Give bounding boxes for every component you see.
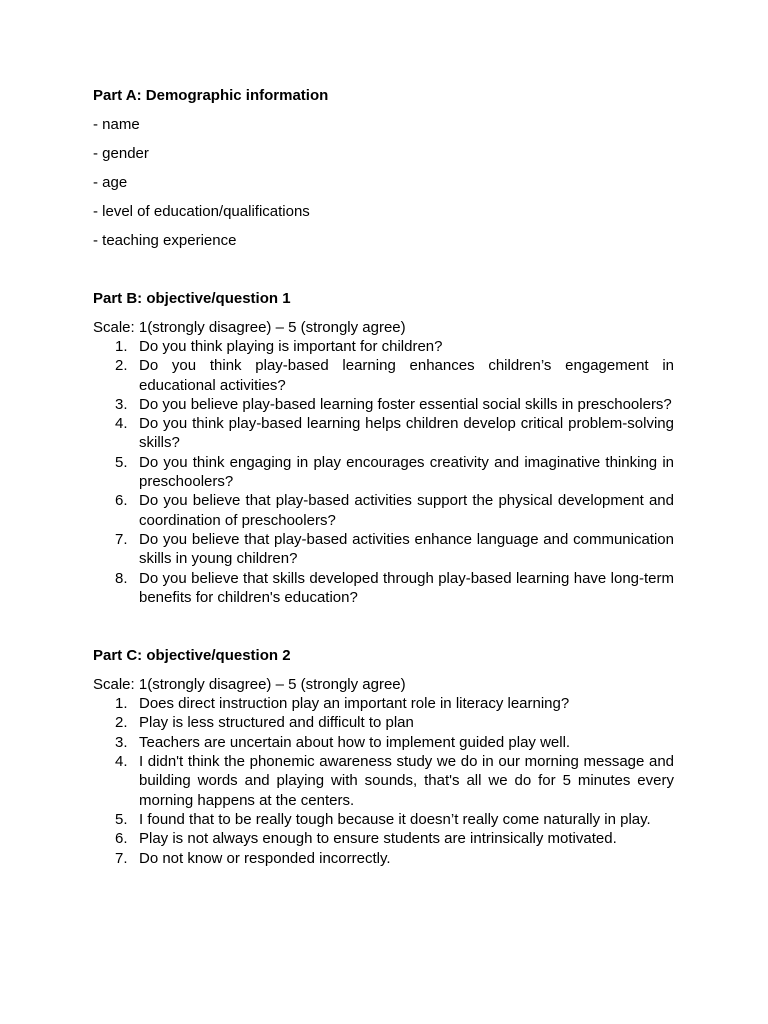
- demographic-item: - name: [93, 116, 140, 133]
- question-item: [93, 395, 674, 414]
- question-item: [93, 356, 674, 395]
- question-number: 5.: [115, 453, 128, 471]
- question-text: I found that to be really tough because it doesn’t really come naturally in play.: [139, 810, 651, 828]
- survey-content: [93, 86, 674, 868]
- question-text: Do you think play-based learning helps children develop critical problem-solving skills?: [139, 415, 674, 452]
- question-text: Does direct instruction play an important role in literacy learning?: [139, 695, 570, 713]
- question-item: [93, 694, 674, 713]
- question-item: [93, 491, 674, 530]
- part-c-question-list: [93, 694, 674, 868]
- question-number: 4.: [115, 415, 128, 433]
- demographic-item: - teaching experience: [93, 232, 237, 249]
- question-text: Do you believe that play-based activities support the physical development and coordination of preschoolers?: [139, 492, 674, 529]
- question-item: [93, 453, 674, 492]
- question-text: I didn't think the phonemic awareness study we do in our morning message and building words and playing with sounds, that's all we do for 5 minutes every morning happens at the centers.: [139, 753, 674, 809]
- question-number: 2.: [115, 714, 128, 732]
- question-number: 7.: [115, 530, 128, 548]
- question-text: Play is less structured and difficult to plan: [139, 714, 414, 732]
- question-text: Play is not always enough to ensure students are intrinsically motivated.: [139, 830, 617, 848]
- question-number: 2.: [115, 357, 128, 375]
- question-item: [93, 337, 674, 356]
- part-c-scale: Scale: 1(strongly disagree) – 5 (strongly agree): [93, 676, 406, 694]
- question-item: [93, 829, 674, 848]
- question-number: 4.: [115, 753, 128, 771]
- question-item: [93, 713, 674, 732]
- demographic-item: - gender: [93, 145, 149, 162]
- part-b-scale: Scale: 1(strongly disagree) – 5 (strongly agree): [93, 319, 406, 336]
- part-a-heading: Part A: Demographic information: [93, 87, 329, 104]
- part-c-heading: Part C: objective/question 2: [93, 647, 291, 665]
- question-number: 1.: [115, 695, 128, 713]
- question-item: [93, 810, 674, 829]
- question-number: 1.: [115, 338, 128, 355]
- question-text: Teachers are uncertain about how to implement guided play well.: [139, 733, 571, 751]
- question-number: 8.: [115, 569, 128, 587]
- question-number: 6.: [115, 830, 128, 848]
- question-number: 5.: [115, 810, 128, 828]
- question-item: [93, 414, 674, 453]
- question-item: [93, 752, 674, 810]
- part-b-question-list: [93, 337, 674, 607]
- demographic-item: - level of education/qualifications: [93, 203, 310, 220]
- question-item: [93, 530, 674, 569]
- question-number: 3.: [115, 395, 128, 413]
- demographic-item: - age: [93, 174, 128, 191]
- question-item: [93, 733, 674, 752]
- part-b-heading: Part B: objective/question 1: [93, 290, 291, 307]
- question-text: Do you believe play-based learning foster essential social skills in preschoolers?: [139, 395, 672, 413]
- question-text: Do not know or responded incorrectly.: [139, 849, 391, 867]
- question-text: Do you think engaging in play encourages creativity and imaginative thinking in preschoolers?: [139, 453, 674, 491]
- question-number: 7.: [115, 849, 128, 867]
- question-item: [93, 569, 674, 608]
- question-item: [93, 849, 674, 868]
- question-text: Do you believe that play-based activities enhance language and communication skills in young children?: [139, 530, 674, 568]
- question-text: Do you think playing is important for children?: [139, 338, 443, 355]
- question-number: 6.: [115, 492, 128, 510]
- question-number: 3.: [115, 733, 128, 751]
- question-text: Do you think play-based learning enhances children’s engagement in educational activities?: [139, 357, 674, 394]
- question-text: Do you believe that skills developed through play-based learning have long-term benefits for children's education?: [139, 569, 674, 606]
